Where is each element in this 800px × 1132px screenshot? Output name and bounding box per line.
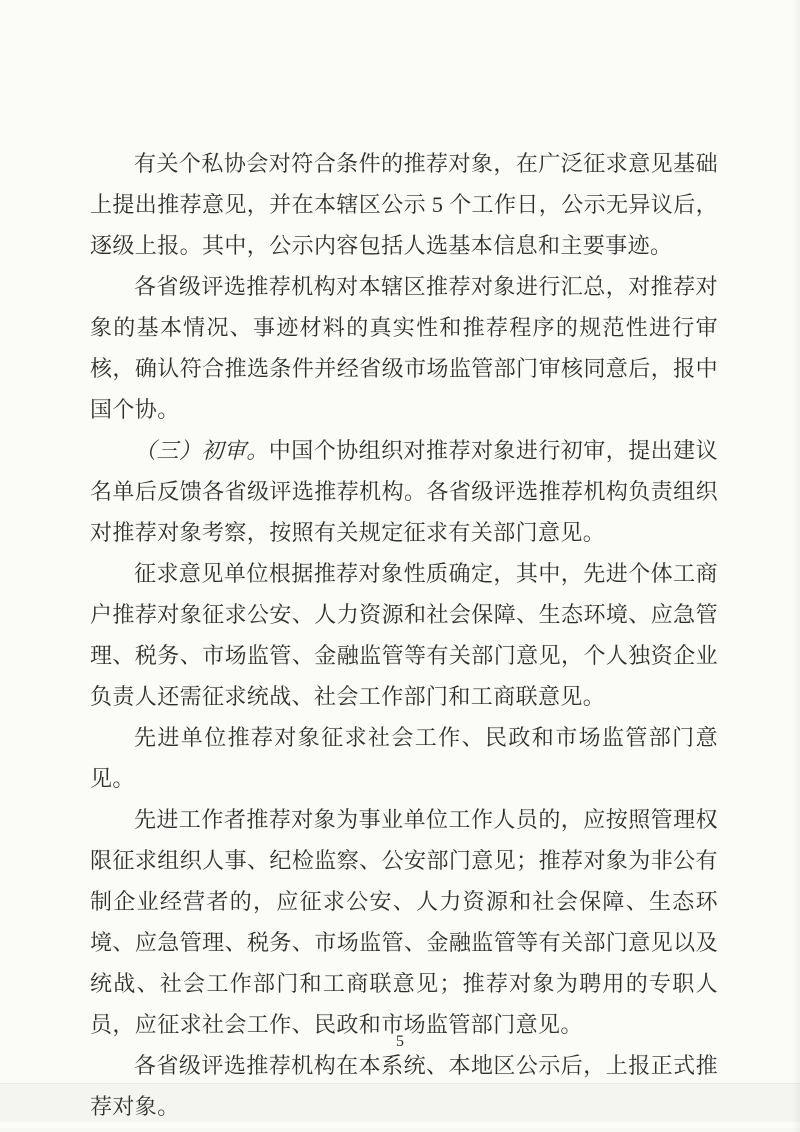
document-body bbox=[90, 143, 718, 1127]
scan-edge-shadow bbox=[792, 0, 800, 1132]
paragraph-7: 各省级评选推荐机构在本系统、本地区公示后，上报正式推荐对象。 bbox=[90, 1053, 718, 1119]
page-number: 5 bbox=[396, 1033, 404, 1050]
subsection-heading-chushen: （三）初审。 bbox=[134, 438, 269, 463]
paragraph-1: 有关个私协会对符合条件的推荐对象，在广泛征求意见基础上提出推荐意见，并在本辖区公示 5 个工作日，公示无异议后，逐级上报。其中，公示内容包括人选基本信息和主要事迹。 bbox=[90, 151, 719, 258]
paragraph-2: 各省级评选推荐机构对本辖区推荐对象进行汇总，对推荐对象的基本情况、事迹材料的真实性和推荐程序的规范性进行审核，确认符合推选条件并经省级市场监管部门审核同意后，报中国个协。 bbox=[90, 274, 718, 422]
paragraph-4: 征求意见单位根据推荐对象性质确定，其中，先进个体工商户推荐对象征求公安、人力资源和社会保障、生态环境、应急管理、税务、市场监管、金融监管等有关部门意见，个人独资企业负责人还需征求统战、社会工作部门和工商联意见。 bbox=[90, 561, 718, 709]
paragraph-6: 先进工作者推荐对象为事业单位工作人员的，应按照管理权限征求组织人事、纪检监察、公安部门意见；推荐对象为非公有制企业经营者的，应征求公安、人力资源和社会保障、生态环境、应急管理、税务、市场监管、金融监管等有关部门意见以及统战、社会工作部门和工商联意见；推荐对象为聘用的专职人员，应征求社会工作、民政和市场监管部门意见。 bbox=[90, 807, 718, 1037]
scan-bottom-edge bbox=[0, 1128, 800, 1132]
paragraph-3-body: 中国个协组织对推荐对象进行初审，提出建议名单后反馈各省级评选推荐机构。各省级评选推荐机构负责组织对推荐对象考察，按照有关规定征求有关部门意见。 bbox=[90, 438, 718, 545]
paragraph-5: 先进单位推荐对象征求社会工作、民政和市场监管部门意见。 bbox=[90, 725, 718, 791]
paragraph-3 bbox=[90, 430, 718, 553]
